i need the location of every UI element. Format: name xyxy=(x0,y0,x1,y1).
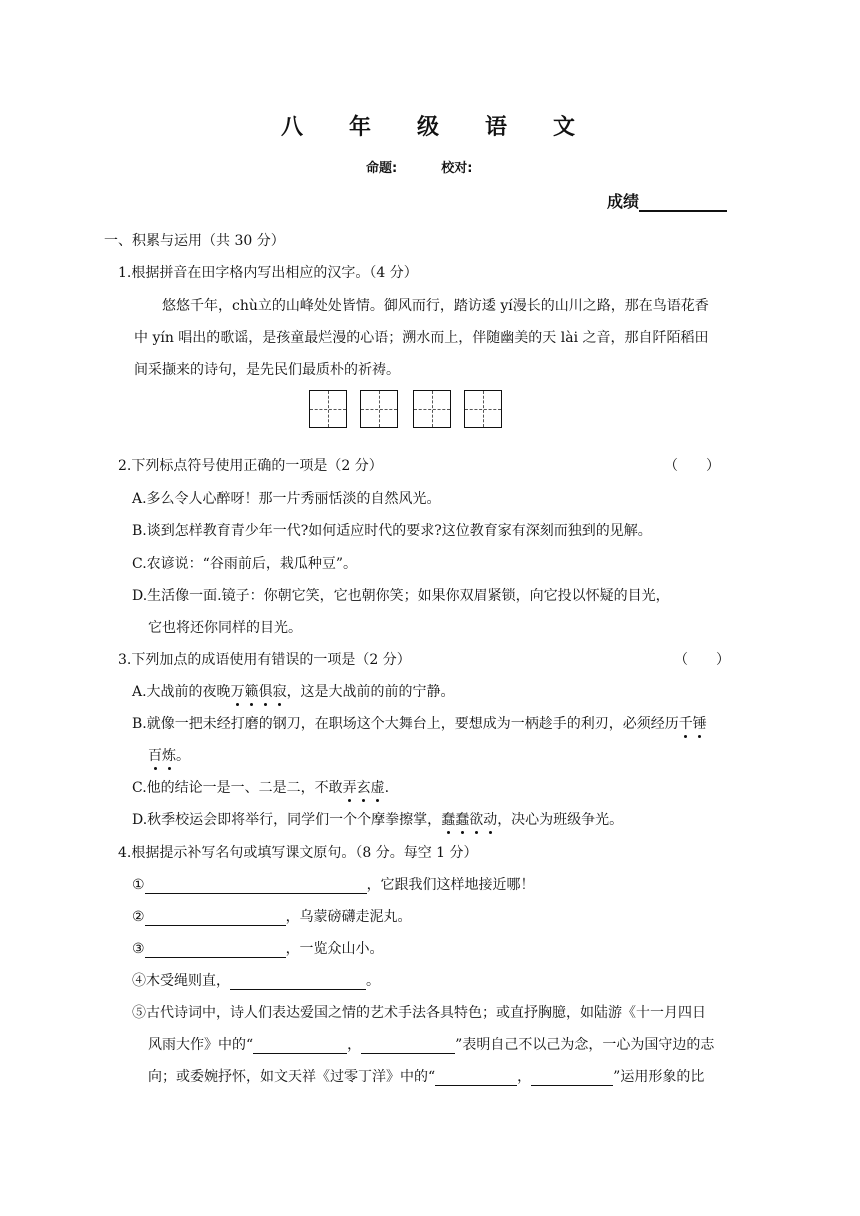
emphasis-char: 锤 xyxy=(693,713,707,733)
question-1-prompt: 1.根据拼音在田字格内写出相应的汉字。（4 分） xyxy=(118,265,418,281)
score-label: 成绩 xyxy=(607,192,640,211)
dotted-idiom xyxy=(441,812,497,828)
dotted-idiom xyxy=(231,684,287,700)
score-blank[interactable] xyxy=(639,194,727,212)
option-d xyxy=(132,809,623,829)
title-char: 级 xyxy=(416,115,443,140)
fill-item-4 xyxy=(132,970,380,990)
passage-line: 间采撷来的诗句，是先民们最质朴的祈祷。 xyxy=(134,362,400,378)
answer-paren[interactable]: （ ） xyxy=(674,652,730,668)
item-text: 风雨大作》中的“ xyxy=(148,1037,254,1053)
answer-blank[interactable] xyxy=(361,1039,455,1054)
answer-paren[interactable]: （ ） xyxy=(664,458,720,474)
question-2-prompt: 2.下列标点符号使用正确的一项是（2 分） xyxy=(118,458,383,474)
emphasis-char: 蠢 xyxy=(441,809,455,829)
dotted-idiom xyxy=(679,716,707,732)
title-char: 文 xyxy=(553,115,580,140)
emphasis-char: 蠢 xyxy=(455,809,469,829)
option-a xyxy=(132,681,455,701)
fill-item-5-line-3 xyxy=(148,1066,704,1086)
answer-blank[interactable] xyxy=(531,1071,613,1086)
proposer-label: 命题: xyxy=(366,161,398,176)
emphasis-char: 万 xyxy=(231,681,245,701)
option-text: D.秋季校运会即将举行，同学们一个个摩拳擦掌， xyxy=(132,812,442,828)
item-text: ，一览众山小。 xyxy=(285,941,384,957)
fill-item-5-line-2 xyxy=(148,1034,714,1054)
item-text: ”表明自己不以己为念，一心为国守边的志 xyxy=(455,1037,715,1053)
answer-blank[interactable] xyxy=(253,1039,347,1054)
tianzige-box-3[interactable] xyxy=(413,390,451,428)
dotted-idiom xyxy=(148,748,176,764)
answer-blank[interactable] xyxy=(145,911,286,926)
option-d: D.生活像一面.镜子：你朝它笑，它也朝你笑；如果你双眉紧锁，向它投以怀疑的目光， xyxy=(132,588,670,604)
option-a: A.多么令人心醉呀！那一片秀丽恬淡的自然风光。 xyxy=(132,491,441,507)
option-text: B.就像一把未经打磨的钢刀，在职场这个大舞台上，要想成为一柄趁手的利刃，必须经历 xyxy=(132,716,679,732)
dotted-idiom xyxy=(343,780,385,796)
question-3-prompt: 3.下列加点的成语使用有错误的一项是（2 分） xyxy=(118,652,411,668)
emphasis-char: 弄 xyxy=(343,777,357,797)
item-text: ，乌蒙磅礴走泥丸。 xyxy=(285,909,412,925)
checker-label: 校对: xyxy=(441,161,473,176)
item-text: 。 xyxy=(366,973,380,989)
item-number: ③ xyxy=(132,941,145,957)
item-text: 向；或委婉抒怀，如文天祥《过零丁洋》中的“ xyxy=(148,1069,436,1085)
emphasis-char: 动 xyxy=(483,809,497,829)
item-text: ，它跟我们这样地接近哪！ xyxy=(366,877,535,893)
emphasis-char: 炼 xyxy=(162,745,176,765)
title-char: 年 xyxy=(348,115,375,140)
tianzige-box-4[interactable] xyxy=(464,390,502,428)
page-title xyxy=(0,110,860,141)
option-text: C.他的结论一是一、二是二，不敢 xyxy=(132,780,343,796)
tianzige-box-2[interactable] xyxy=(360,390,398,428)
option-b xyxy=(132,713,707,733)
title-char: 语 xyxy=(485,115,512,140)
item-number: ② xyxy=(132,909,145,925)
passage-line: 中 yín 唱出的歌谣，是孩童最烂漫的心语；溯水而上，伴随幽美的天 lài 之音，那自阡陌稻田 xyxy=(134,330,709,346)
fill-item-5: ⑤古代诗词中，诗人们表达爱国之情的艺术手法各具特色；或直抒胸臆，如陆游《十一月四日 xyxy=(132,1005,706,1021)
meta-line xyxy=(366,157,516,176)
option-text: ，这是大战前的前的宁静。 xyxy=(286,684,455,700)
fill-item-1 xyxy=(132,874,535,894)
fill-item-2 xyxy=(132,906,412,926)
option-text: . xyxy=(384,780,390,796)
emphasis-char: 千 xyxy=(679,713,693,733)
emphasis-char: 玄 xyxy=(357,777,371,797)
answer-blank[interactable] xyxy=(435,1071,517,1086)
emphasis-char: 欲 xyxy=(469,809,483,829)
option-c xyxy=(132,777,389,797)
option-d-continued: 它也将还你同样的目光。 xyxy=(148,620,302,636)
question-4-prompt: 4.根据提示补写名句或填写课文原句。（8 分。每空 1 分） xyxy=(118,845,478,861)
emphasis-char: 寂 xyxy=(273,681,287,701)
emphasis-char: 俱 xyxy=(259,681,273,701)
passage-line: 悠悠千年，chù立的山峰处处皆情。御风而行，踏访逶 yí漫长的山川之路，那在鸟语花香 xyxy=(162,298,709,314)
emphasis-char: 虚 xyxy=(371,777,385,797)
item-number: ① xyxy=(132,877,145,893)
option-text: 。 xyxy=(176,748,190,764)
emphasis-char: 百 xyxy=(148,745,162,765)
answer-blank[interactable] xyxy=(145,879,367,894)
fill-item-3 xyxy=(132,938,384,958)
item-text: ”运用形象的比 xyxy=(613,1069,705,1085)
answer-blank[interactable] xyxy=(145,943,286,958)
item-text: ， xyxy=(347,1037,362,1053)
title-char: 八 xyxy=(280,115,307,140)
option-b-continued xyxy=(148,745,190,765)
option-text: ，决心为班级争光。 xyxy=(497,812,624,828)
item-text: ， xyxy=(517,1069,532,1085)
option-text: A.大战前的夜晚 xyxy=(132,684,231,700)
option-b: B.谈到怎样教育青少年一代?如何适应时代的要求?这位教育家有深刻而独到的见解。 xyxy=(132,523,652,539)
emphasis-char: 籁 xyxy=(245,681,259,701)
answer-blank[interactable] xyxy=(230,975,366,990)
tianzige-box-1[interactable] xyxy=(309,390,347,428)
section-heading: 一、积累与运用（共 30 分） xyxy=(104,233,285,249)
item-text: ④木受绳则直， xyxy=(132,973,230,989)
score-field xyxy=(607,189,727,212)
option-c: C.农谚说：“谷雨前后，栽瓜种豆”。 xyxy=(132,556,357,572)
